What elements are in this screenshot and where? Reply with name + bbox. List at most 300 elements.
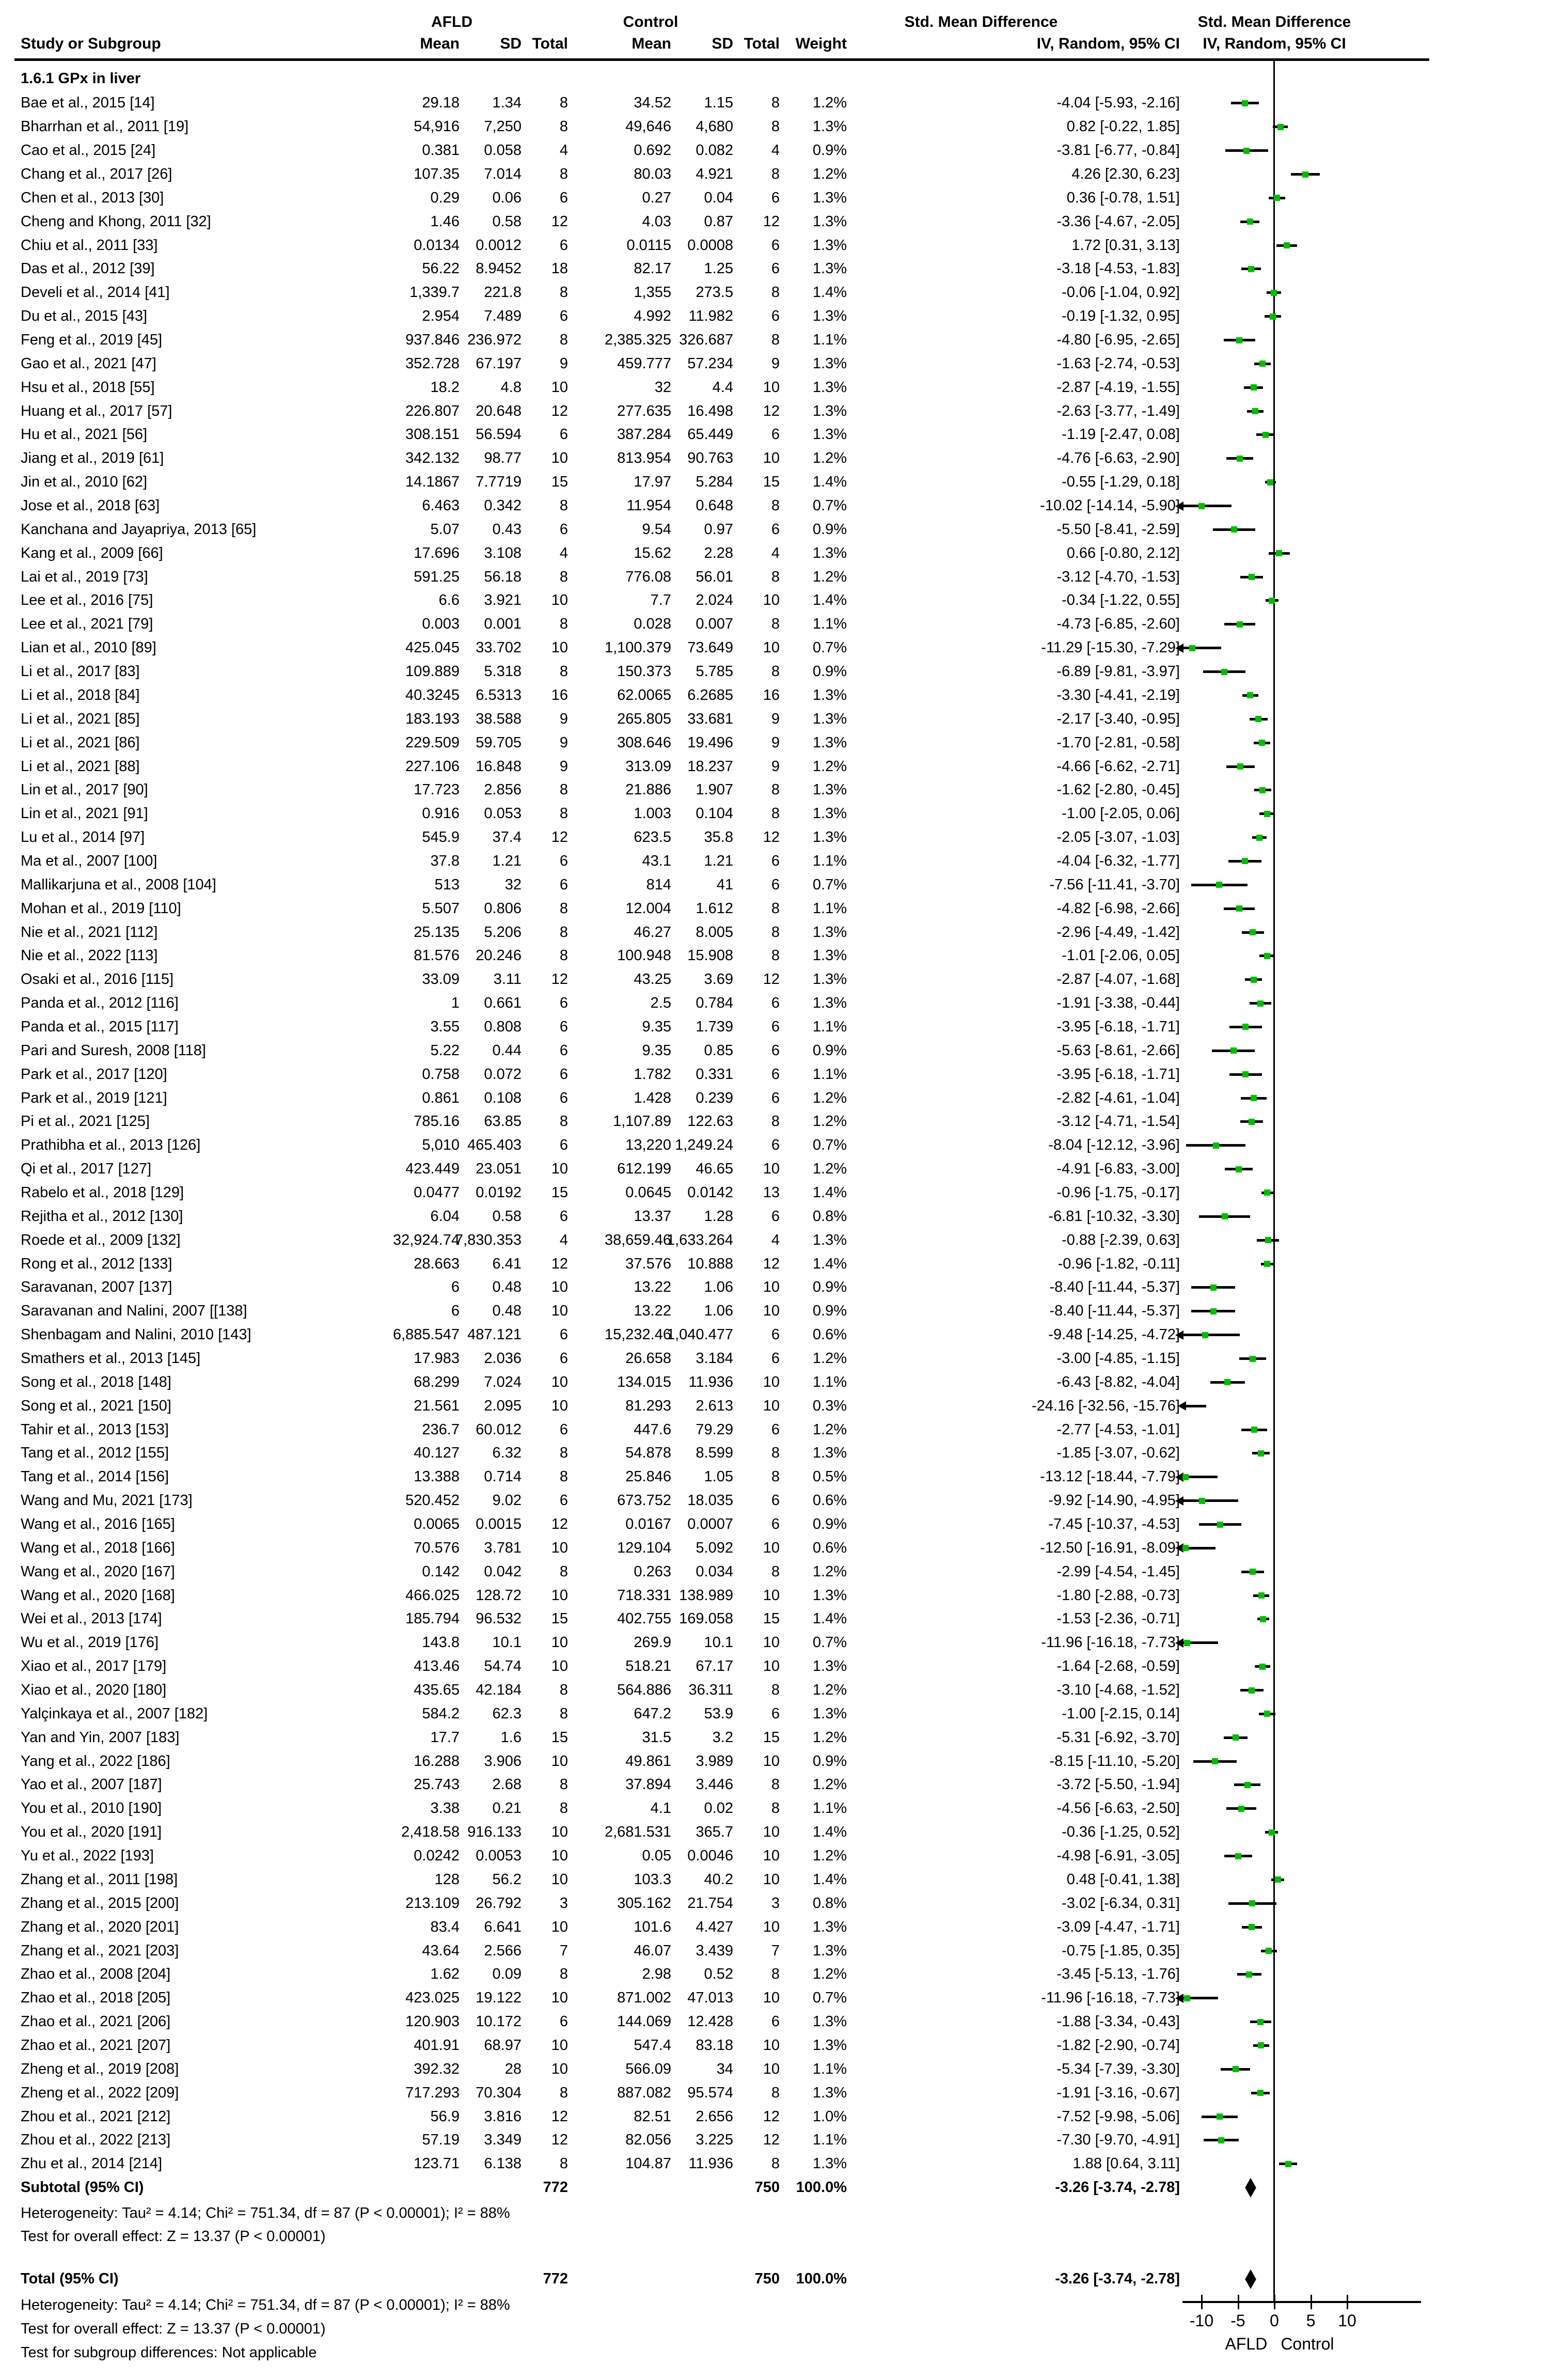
cell: 2.566 — [484, 1942, 522, 1959]
cell: Gao et al., 2021 [47] — [21, 355, 156, 372]
cell: 9.35 — [642, 1042, 671, 1059]
cell: 8 — [771, 1468, 780, 1485]
total-overall-effect: Test for overall effect: Z = 13.37 (P < 0.00001) — [21, 2321, 326, 2337]
cell: -3.26 [-3.74, -2.78] — [1055, 2271, 1180, 2288]
cell: Yao et al., 2007 [187] — [21, 1776, 162, 1793]
cell: -9.48 [-14.25, -4.72] — [1048, 1326, 1180, 1343]
cell: 227.106 — [405, 758, 460, 775]
table-row — [0, 565, 1547, 589]
cell: Wang et al., 2020 [168] — [21, 1587, 175, 1604]
ci-plot-cell — [1182, 1252, 1547, 1276]
table-row — [0, 1039, 1547, 1062]
cell: 423.025 — [405, 1990, 460, 2007]
cell: 6 — [771, 426, 780, 443]
cell: 1.3% — [812, 1445, 847, 1462]
cell: 65.449 — [687, 426, 733, 443]
cell: -0.34 [-1.22, 0.55] — [1062, 592, 1180, 609]
cell: 0.0645 — [625, 1184, 671, 1201]
cell: 43.25 — [634, 971, 671, 988]
ci-plot-cell — [1182, 897, 1547, 920]
ci-plot-cell — [1182, 375, 1547, 399]
cell: 0.27 — [642, 189, 671, 206]
cell: 8 — [771, 2155, 780, 2172]
point-estimate-marker — [1247, 218, 1253, 225]
table-row — [0, 518, 1547, 541]
cell: Roede et al., 2009 [132] — [21, 1231, 181, 1248]
cell: 352.728 — [405, 355, 460, 372]
subtotal-heterogeneity: Heterogeneity: Tau² = 4.14; Chi² = 751.34, df = 87 (P < 0.00001); I² = 88% — [21, 2205, 510, 2221]
point-estimate-marker — [1237, 621, 1243, 628]
ci-plot-cell — [1182, 873, 1547, 897]
point-estimate-marker — [1238, 1806, 1244, 1812]
cell: 53.9 — [704, 1705, 733, 1722]
cell: -3.12 [-4.70, -1.53] — [1056, 568, 1180, 585]
axis-tick — [1311, 2295, 1312, 2309]
cell: Lee et al., 2021 [79] — [21, 616, 153, 633]
cell: -8.40 [-11.44, -5.37] — [1049, 1303, 1180, 1320]
ci-plot-cell — [1182, 778, 1547, 802]
cell: 8 — [559, 616, 568, 633]
cell: 6 — [771, 1208, 780, 1225]
cell: 1.3% — [812, 1705, 847, 1722]
cell: Xiao et al., 2017 [179] — [21, 1658, 167, 1675]
cell: 0.36 [-0.78, 1.51] — [1066, 189, 1180, 206]
cell: 8 — [559, 1113, 568, 1130]
cell: 4.921 — [696, 166, 733, 182]
cell: 8 — [771, 2084, 780, 2101]
cell: 12 — [551, 2108, 568, 2125]
cell: 6 — [559, 1350, 568, 1367]
point-estimate-marker — [1302, 171, 1308, 178]
table-row — [0, 2010, 1547, 2034]
col-weight: Weight — [795, 35, 847, 52]
point-estimate-marker — [1251, 977, 1257, 983]
cell: 1,107.89 — [613, 1113, 671, 1130]
cell: 18.237 — [687, 758, 733, 775]
cell: Li et al., 2021 [88] — [21, 758, 140, 775]
cell: 1.3% — [812, 1587, 847, 1604]
cell: 12 — [551, 1516, 568, 1533]
cell: 81.576 — [414, 947, 460, 964]
ci-plot-cell — [1182, 1797, 1547, 1821]
cell: 33.681 — [687, 710, 733, 727]
ci-plot-cell — [1182, 1607, 1547, 1631]
cell: 1.1% — [812, 1373, 847, 1390]
cell: 5,010 — [422, 1137, 460, 1154]
cell: -1.01 [-2.06, 0.05] — [1062, 947, 1180, 964]
cell: 1.4% — [812, 592, 847, 609]
table-row — [0, 1086, 1547, 1110]
cell: Li et al., 2021 [85] — [21, 710, 140, 727]
cell: -2.17 [-3.40, -0.95] — [1056, 710, 1180, 727]
table-row — [0, 1062, 1547, 1086]
cell: 0.48 [-0.41, 1.38] — [1066, 1871, 1180, 1888]
cell: 10 — [551, 1871, 568, 1888]
point-estimate-marker — [1267, 479, 1273, 486]
cell: Wang et al., 2016 [165] — [21, 1516, 175, 1533]
cell: 0.8% — [812, 1208, 847, 1225]
cell: 4.26 [2.30, 6.23] — [1071, 166, 1180, 182]
ci-plot-cell — [1182, 1347, 1547, 1371]
cell: -1.19 [-2.47, 0.08] — [1062, 426, 1180, 443]
point-estimate-marker — [1285, 2161, 1291, 2167]
cell: Xiao et al., 2020 [180] — [21, 1682, 167, 1699]
cell: 1.2% — [812, 1847, 847, 1865]
cell: 3.816 — [484, 2108, 522, 2125]
cell: 12 — [551, 2132, 568, 2149]
cell: 1.3% — [812, 781, 847, 798]
cell: 38.588 — [476, 710, 522, 727]
cell: 308.151 — [405, 426, 460, 443]
cell: -7.30 [-9.70, -4.91] — [1056, 2132, 1180, 2149]
cell: Zhou et al., 2022 [213] — [21, 2132, 171, 2149]
cell: 0.82 [-0.22, 1.85] — [1066, 118, 1180, 135]
cell: 6 — [771, 260, 780, 277]
point-estimate-marker — [1189, 645, 1195, 651]
diamond — [1245, 2178, 1256, 2198]
cell: 3.38 — [430, 1800, 460, 1817]
cell: 6.641 — [484, 1918, 522, 1935]
cell: 1.3% — [812, 829, 847, 846]
cell: 2,385.325 — [604, 332, 671, 349]
cell: 42.184 — [476, 1682, 522, 1699]
point-estimate-marker — [1257, 1000, 1264, 1007]
cell: 1.2% — [812, 95, 847, 112]
cell: 15.908 — [687, 947, 733, 964]
cell: 17.97 — [634, 474, 671, 491]
cell: 1.28 — [704, 1208, 733, 1225]
cell: 17.723 — [414, 781, 460, 798]
cell: -4.56 [-6.63, -2.50] — [1056, 1800, 1180, 1817]
cell: 67.17 — [696, 1658, 733, 1675]
cell: 37.8 — [430, 852, 460, 869]
cell: Jiang et al., 2019 [61] — [21, 450, 164, 467]
cell: -1.00 [-2.05, 0.06] — [1062, 805, 1180, 822]
point-estimate-marker — [1210, 1285, 1217, 1291]
cell: 0.58 — [492, 213, 522, 230]
cell: 16.288 — [414, 1752, 460, 1770]
cell: 1.2% — [812, 1350, 847, 1367]
table-row — [0, 1465, 1547, 1489]
cell: 591.25 — [414, 568, 460, 585]
cell: Cheng and Khong, 2011 [32] — [21, 213, 211, 230]
cell: 0.142 — [422, 1563, 460, 1580]
cell: 40.127 — [414, 1445, 460, 1462]
ci-plot-cell — [1182, 1513, 1547, 1537]
cell: 73.649 — [687, 639, 733, 656]
table-row — [0, 1821, 1547, 1844]
cell: 2.036 — [484, 1350, 522, 1367]
cell: 2.68 — [492, 1776, 522, 1793]
cell: 9.35 — [642, 1018, 671, 1035]
cell: Zhang et al., 2015 [200] — [21, 1894, 179, 1912]
cell: -6.43 [-8.82, -4.04] — [1056, 1373, 1180, 1390]
cell: 36.311 — [688, 1682, 733, 1699]
cell: You et al., 2010 [190] — [21, 1800, 162, 1817]
ci-plot-cell — [1182, 565, 1547, 589]
cell: 1.3% — [812, 402, 847, 419]
cell: 10 — [763, 1752, 780, 1770]
cell: 5.284 — [696, 474, 733, 491]
cell: 1.15 — [704, 95, 733, 112]
ci-plot-cell — [1182, 1394, 1547, 1418]
cell: 11.936 — [688, 2155, 733, 2172]
ci-plot-cell — [1182, 1039, 1547, 1062]
cell: Li et al., 2018 [84] — [21, 686, 140, 703]
cell: 236.972 — [467, 332, 522, 349]
cell: Yalçinkaya et al., 2007 [182] — [21, 1705, 208, 1722]
point-estimate-marker — [1231, 526, 1237, 533]
table-row — [0, 163, 1547, 186]
cell: 11.954 — [626, 497, 671, 514]
cell: Saravanan and Nalini, 2007 [[138] — [21, 1303, 247, 1320]
cell: Zhu et al., 2014 [214] — [21, 2155, 163, 2172]
cell: 3.906 — [484, 1752, 522, 1770]
ci-plot-cell — [1182, 2057, 1547, 2081]
cell: 16.848 — [476, 758, 522, 775]
point-estimate-marker — [1251, 384, 1257, 390]
cell: 2,418.58 — [401, 1824, 460, 1841]
ci-plot-cell — [1182, 1986, 1547, 2010]
cell: Lee et al., 2016 [75] — [21, 592, 153, 609]
cell: 0.48 — [492, 1279, 522, 1296]
cell: -7.56 [-11.41, -3.70] — [1049, 876, 1180, 893]
cell: -3.30 [-4.41, -2.19] — [1056, 686, 1180, 703]
cell: 887.082 — [617, 2084, 671, 2101]
cell: 1.3% — [812, 237, 847, 254]
cell: 8 — [559, 663, 568, 680]
ci-plot-cell — [1182, 399, 1547, 423]
cell: 12 — [551, 1255, 568, 1272]
cell: -2.96 [-4.49, -1.42] — [1056, 923, 1180, 941]
cell: -8.15 [-11.10, -5.20] — [1049, 1752, 1180, 1770]
cell: 10 — [763, 1539, 780, 1556]
favours-left-label: AFLD — [1225, 2335, 1268, 2353]
cell: 413.46 — [414, 1658, 460, 1675]
cell: 0.02 — [704, 1800, 733, 1817]
cell: 82.51 — [634, 2108, 671, 2125]
point-estimate-marker — [1259, 787, 1266, 793]
cell: 3.446 — [696, 1776, 733, 1793]
cell: 70.576 — [414, 1539, 460, 1556]
cell: 0.0008 — [687, 237, 733, 254]
ci-plot-cell — [1182, 1939, 1547, 1963]
table-row — [0, 636, 1547, 660]
ci-plot-cell — [1182, 186, 1547, 210]
cell: 15 — [551, 474, 568, 491]
table-row — [0, 850, 1547, 873]
cell: Mohan et al., 2019 [110] — [21, 900, 181, 917]
cell: 8 — [771, 284, 780, 301]
cell: 10 — [551, 379, 568, 396]
cell: 0.7% — [812, 1990, 847, 2007]
cell: -1.91 [-3.38, -0.44] — [1056, 995, 1180, 1012]
ci-plot-cell — [1182, 494, 1547, 518]
point-estimate-marker — [1184, 1640, 1190, 1646]
cell: 10.888 — [687, 1255, 733, 1272]
cell: 6 — [559, 1326, 568, 1343]
point-estimate-marker — [1212, 1758, 1218, 1764]
cell: 8 — [771, 166, 780, 182]
cell: Chiu et al., 2011 [33] — [21, 237, 158, 254]
cell: 13.22 — [634, 1303, 671, 1320]
cell: 0.9% — [812, 1303, 847, 1320]
table-row — [0, 1370, 1547, 1394]
cell: 0.331 — [696, 1066, 733, 1083]
cell: 100.948 — [617, 947, 671, 964]
cell: 1.6 — [500, 1729, 522, 1746]
cell: 8 — [771, 947, 780, 964]
point-estimate-marker — [1230, 1047, 1237, 1054]
point-estimate-marker — [1213, 1142, 1219, 1149]
cell: 0.7% — [812, 876, 847, 893]
ci-plot-cell — [1182, 328, 1547, 352]
cell: 6 — [559, 876, 568, 893]
cell: 0.5% — [812, 1468, 847, 1485]
cell: 1.3% — [812, 2084, 847, 2101]
cell: 2.28 — [704, 544, 733, 561]
table-row — [0, 1442, 1547, 1465]
point-estimate-marker — [1182, 1474, 1189, 1480]
ci-plot-cell — [1182, 1015, 1547, 1039]
cell: Mallikarjuna et al., 2008 [104] — [21, 876, 216, 893]
cell: Jose et al., 2018 [63] — [21, 497, 160, 514]
cell: 3.989 — [696, 1752, 733, 1770]
cell: Rabelo et al., 2018 [129] — [21, 1184, 184, 1201]
cell: 33.09 — [422, 971, 460, 988]
cell: -0.75 [-1.85, 0.35] — [1062, 1942, 1180, 1959]
pooled-diamond-cell — [1182, 2267, 1547, 2291]
cell: 29.18 — [422, 95, 460, 112]
cell: 3.55 — [430, 1018, 460, 1035]
cell: 1.2% — [812, 1113, 847, 1130]
cell: 6 — [559, 308, 568, 325]
cell: 0.758 — [422, 1066, 460, 1083]
cell: 15 — [763, 1729, 780, 1746]
cell: 1.1% — [812, 2132, 847, 2149]
cell: 0.9% — [812, 1279, 847, 1296]
cell: Yu et al., 2022 [193] — [21, 1847, 154, 1865]
cell: 1.1% — [812, 1800, 847, 1817]
cell: 183.193 — [405, 710, 460, 727]
point-estimate-marker — [1269, 1829, 1275, 1836]
ci-plot-cell — [1182, 447, 1547, 471]
cell: 15.62 — [634, 544, 671, 561]
cell: Yan and Yin, 2007 [183] — [21, 1729, 180, 1746]
ci-plot-cell — [1182, 968, 1547, 992]
cell: 9 — [771, 710, 780, 727]
cell: 90.763 — [687, 450, 733, 467]
cell: 9.54 — [642, 521, 671, 538]
point-estimate-marker — [1244, 1782, 1251, 1788]
cell: 6 — [771, 1516, 780, 1533]
cell: 2.656 — [696, 2108, 733, 2125]
cell: 6 — [559, 189, 568, 206]
cell: 1.3% — [812, 2037, 847, 2054]
point-estimate-marker — [1248, 266, 1254, 272]
cell: 2.613 — [696, 1397, 733, 1414]
cell: 612.199 — [617, 1161, 671, 1178]
cell: Zheng et al., 2019 [208] — [21, 2060, 179, 2077]
cell: 0.808 — [484, 1018, 522, 1035]
cell: 9 — [559, 758, 568, 775]
point-estimate-marker — [1264, 811, 1270, 817]
cell: 17.983 — [414, 1350, 460, 1367]
point-estimate-marker — [1235, 1853, 1241, 1859]
cell: -4.73 [-6.85, -2.60] — [1056, 616, 1180, 633]
cell: 1.3% — [812, 2155, 847, 2172]
point-estimate-marker — [1264, 1189, 1270, 1196]
table-row — [0, 1915, 1547, 1939]
cell: 12 — [551, 971, 568, 988]
cell: 46.65 — [696, 1161, 733, 1178]
cell: 566.09 — [625, 2060, 671, 2077]
point-estimate-marker — [1249, 1924, 1255, 1930]
header-rule — [14, 58, 1429, 61]
cell: 40.3245 — [405, 686, 460, 703]
cell: 1.612 — [696, 900, 733, 917]
cell: 8 — [771, 923, 780, 941]
cell: 1.3% — [812, 2013, 847, 2030]
cell: -3.10 [-4.68, -1.52] — [1056, 1682, 1180, 1699]
cell: 0.6% — [812, 1326, 847, 1343]
cell: 9 — [771, 734, 780, 751]
cell: 8 — [559, 1966, 568, 1983]
axis-tick-label: -5 — [1230, 2311, 1245, 2330]
cell: 0.0015 — [476, 1516, 522, 1533]
cell: -1.91 [-3.16, -0.67] — [1056, 2084, 1180, 2101]
cell: 8 — [559, 1776, 568, 1793]
cell: 1.3% — [812, 1942, 847, 1959]
cell: -3.81 [-6.77, -0.84] — [1056, 142, 1180, 159]
table-row — [0, 684, 1547, 708]
cell: 40.2 — [704, 1871, 733, 1888]
cell: 0.072 — [484, 1066, 522, 1083]
table-row — [0, 1536, 1547, 1560]
table-row — [0, 257, 1547, 281]
ci-plot-cell — [1182, 1891, 1547, 1915]
cell: -2.87 [-4.07, -1.68] — [1056, 971, 1180, 988]
cell: 465.403 — [467, 1137, 522, 1154]
table-row — [0, 1655, 1547, 1679]
cell: 15,232.46 — [604, 1326, 671, 1343]
cell: 213.109 — [405, 1894, 460, 1912]
cell: 18.2 — [430, 379, 460, 396]
cell: Chang et al., 2017 [26] — [21, 166, 172, 182]
table-row — [0, 731, 1547, 755]
cell: 2,681.531 — [604, 1824, 671, 1841]
col-control-sd: SD — [712, 35, 733, 52]
cell: 25.743 — [414, 1776, 460, 1793]
cell: 0.0477 — [414, 1184, 460, 1201]
col-afld-total: Total — [532, 35, 568, 52]
cell: -11.96 [-16.18, -7.73] — [1041, 1634, 1180, 1651]
cell: 7,250 — [484, 118, 522, 135]
cell: Panda et al., 2012 [116] — [21, 995, 179, 1012]
cell: 5.22 — [430, 1042, 460, 1059]
point-estimate-marker — [1256, 835, 1262, 841]
cell: 1.003 — [634, 805, 671, 822]
cell: 8 — [771, 663, 780, 680]
cell: 3.69 — [704, 971, 733, 988]
cell: 0.6% — [812, 1539, 847, 1556]
point-estimate-marker — [1236, 905, 1242, 912]
table-row — [0, 423, 1547, 447]
ci-plot-cell — [1182, 850, 1547, 873]
cell: 128 — [434, 1871, 460, 1888]
cell: 0.9% — [812, 142, 847, 159]
cell: -12.50 [-16.91, -8.09] — [1040, 1539, 1180, 1556]
